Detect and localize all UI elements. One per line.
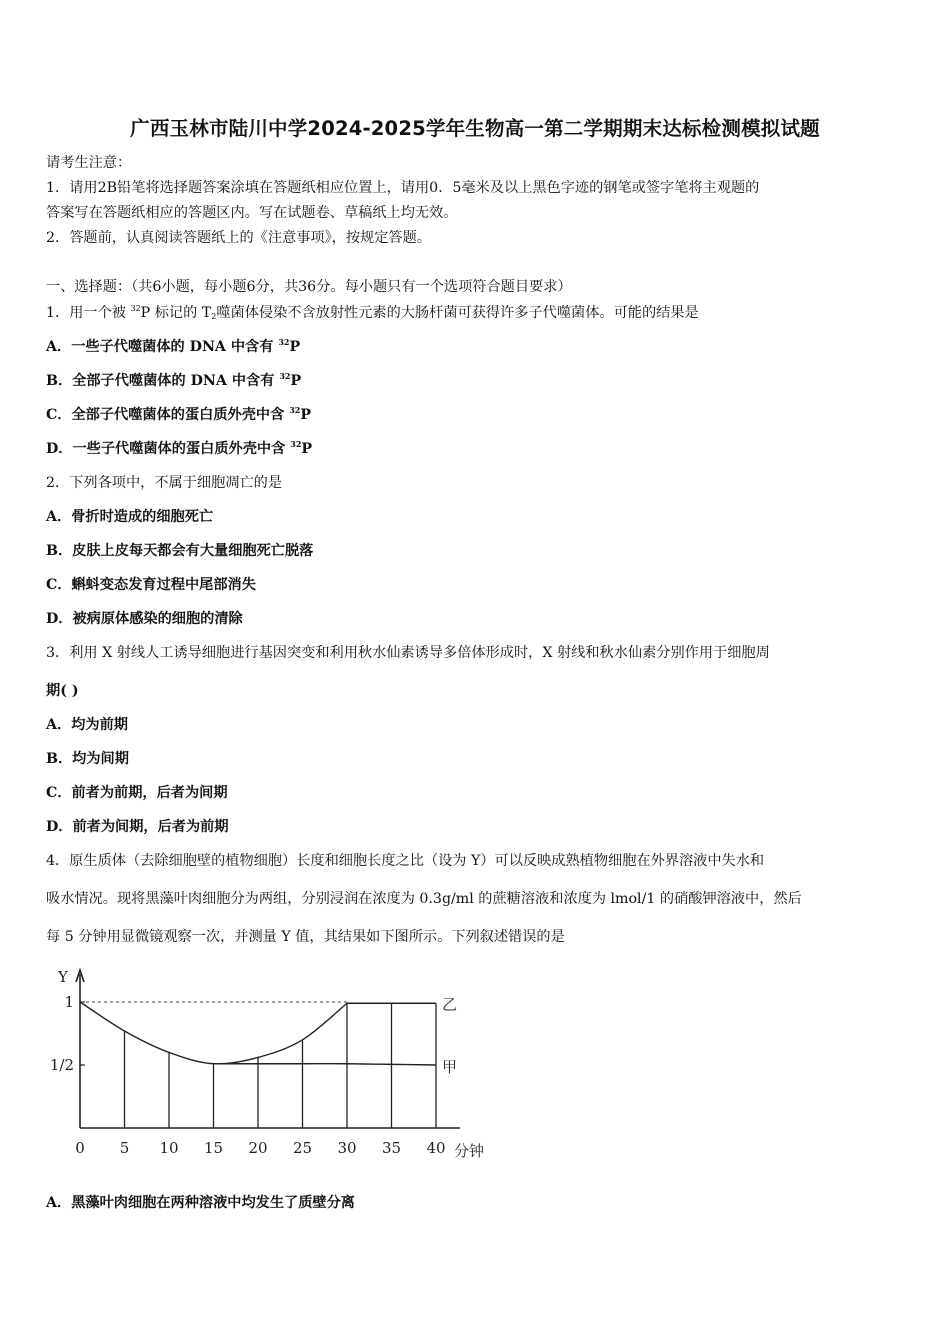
q4-option-a: A．黑藻叶肉细胞在两种溶液中均发生了质壁分离 bbox=[46, 1195, 355, 1211]
q4-stem-line-2: 吸水情况。现将黑藻叶肉细胞分为两组，分别浸润在浓度为 0.3g/ml 的蔗糖溶液和浓度为 lmol/1 的硝酸钾溶液中，然后 bbox=[46, 891, 802, 907]
q1-option-a-mass: 32 bbox=[278, 337, 290, 347]
x-tick-label: 10 bbox=[159, 1139, 179, 1157]
x-tick-label: 5 bbox=[119, 1139, 130, 1157]
chart-marks bbox=[80, 995, 457, 1128]
notice-item-1-line-1: 1．请用2B铅笔将选择题答案涂填在答题纸相应位置上，请用0．5毫米及以上黑色字迹的钢笔或签字笔将主观题的 bbox=[46, 180, 760, 196]
q3-option-d: D．前者为间期，后者为前期 bbox=[46, 819, 229, 835]
q3-option-b: B．均为间期 bbox=[46, 751, 129, 767]
y-ratio-chart bbox=[40, 962, 510, 1167]
q1-option-d-text: D．一些子代噬菌体的蛋白质外壳中含 bbox=[46, 441, 291, 457]
q1-subscript: 2 bbox=[211, 312, 217, 321]
x-tick-label: 0 bbox=[75, 1139, 85, 1157]
q1-option-d-symbol: P bbox=[301, 441, 313, 457]
q1-option-d-mass: 32 bbox=[290, 439, 302, 449]
q1-option-c bbox=[46, 404, 311, 424]
q1-option-c-text: C．全部子代噬菌体的蛋白质外壳中含 bbox=[46, 407, 290, 423]
q3-stem-line-1: 3．利用 X 射线人工诱导细胞进行基因突变和利用秋水仙素诱导多倍体形成时，X 射线和秋水仙素分别作用于细胞周 bbox=[46, 645, 770, 661]
q1-stem-b: P 标记的 T bbox=[140, 305, 212, 321]
x-tick-label: 35 bbox=[381, 1139, 402, 1157]
q2-option-d: D．被病原体感染的细胞的清除 bbox=[46, 611, 243, 627]
q3-option-a: A．均为前期 bbox=[46, 717, 128, 733]
q2-stem: 2．下列各项中，不属于细胞凋亡的是 bbox=[46, 475, 283, 491]
q2-option-b: B．皮肤上皮每天都会有大量细胞死亡脱落 bbox=[46, 543, 314, 559]
q1-option-b bbox=[46, 370, 301, 390]
q3-stem-line-2: 期( ) bbox=[46, 683, 79, 699]
q1-option-a bbox=[46, 336, 300, 356]
x-tick-label: 20 bbox=[248, 1139, 268, 1157]
notice-heading: 请考生注意： bbox=[46, 155, 132, 171]
q4-stem-line-1: 4．原生质体（去除细胞壁的植物细胞）长度和细胞长度之比（设为 Y）可以反映成熟植物细胞在外界溶液中失水和 bbox=[46, 853, 765, 869]
q1-option-a-text: A．一些子代噬菌体的 DNA 中含有 bbox=[46, 339, 279, 355]
notice-item-2: 2．答题前，认真阅读答题纸上的《注意事项》，按规定答题。 bbox=[46, 230, 431, 246]
q1-option-b-text: B．全部子代噬菌体的 DNA 中含有 bbox=[46, 373, 280, 389]
series-jia-label: 甲 bbox=[442, 1058, 458, 1076]
x-axis-label: 分钟 bbox=[454, 1142, 485, 1160]
q1-option-c-symbol: P bbox=[300, 407, 312, 423]
series-jia-line bbox=[214, 1064, 437, 1065]
q1-option-d bbox=[46, 438, 312, 458]
series-yi-line bbox=[80, 1002, 436, 1064]
q3-option-c: C．前者为前期，后者为间期 bbox=[46, 785, 228, 801]
q4-stem-line-3: 每 5 分钟用显微镜观察一次，并测量 Y 值，其结果如下图所示。下列叙述错误的是 bbox=[46, 929, 565, 945]
x-tick-label: 25 bbox=[292, 1139, 313, 1157]
y-axis-label: Y bbox=[58, 968, 68, 986]
notice-item-1-line-2: 答案写在答题纸相应的答题区内。写在试题卷、草稿纸上均无效。 bbox=[46, 205, 458, 221]
y-tick-label: 1/2 bbox=[49, 1056, 74, 1074]
q2-option-c: C．蝌蚪变态发育过程中尾部消失 bbox=[46, 577, 256, 593]
q1-stem-c: 噬菌体侵染不含放射性元素的大肠杆菌可获得许多子代噬菌体。可能的结果是 bbox=[216, 305, 699, 321]
y-tick-label: 1 bbox=[64, 993, 74, 1011]
q2-option-a: A．骨折时造成的细胞死亡 bbox=[46, 509, 214, 525]
x-tick-label: 15 bbox=[203, 1139, 224, 1157]
x-tick-label: 40 bbox=[426, 1139, 446, 1157]
q1-option-a-symbol: P bbox=[289, 339, 301, 355]
q1-option-b-mass: 32 bbox=[279, 371, 291, 381]
page-title: 广西玉林市陆川中学2024-2025学年生物高一第二学期期末达标检测模拟试题 bbox=[130, 117, 820, 140]
q1-stem bbox=[46, 302, 699, 322]
x-tick-label: 30 bbox=[337, 1139, 357, 1157]
q1-isotope-mass: 32 bbox=[130, 304, 141, 313]
q1-option-b-symbol: P bbox=[290, 373, 302, 389]
section-heading: 一、选择题：（共6小题，每小题6分，共36分。每小题只有一个选项符合题目要求） bbox=[46, 279, 572, 295]
q1-stem-a: 1．用一个被 bbox=[46, 305, 131, 321]
q1-option-c-mass: 32 bbox=[289, 405, 301, 415]
series-yi-label: 乙 bbox=[442, 995, 458, 1014]
